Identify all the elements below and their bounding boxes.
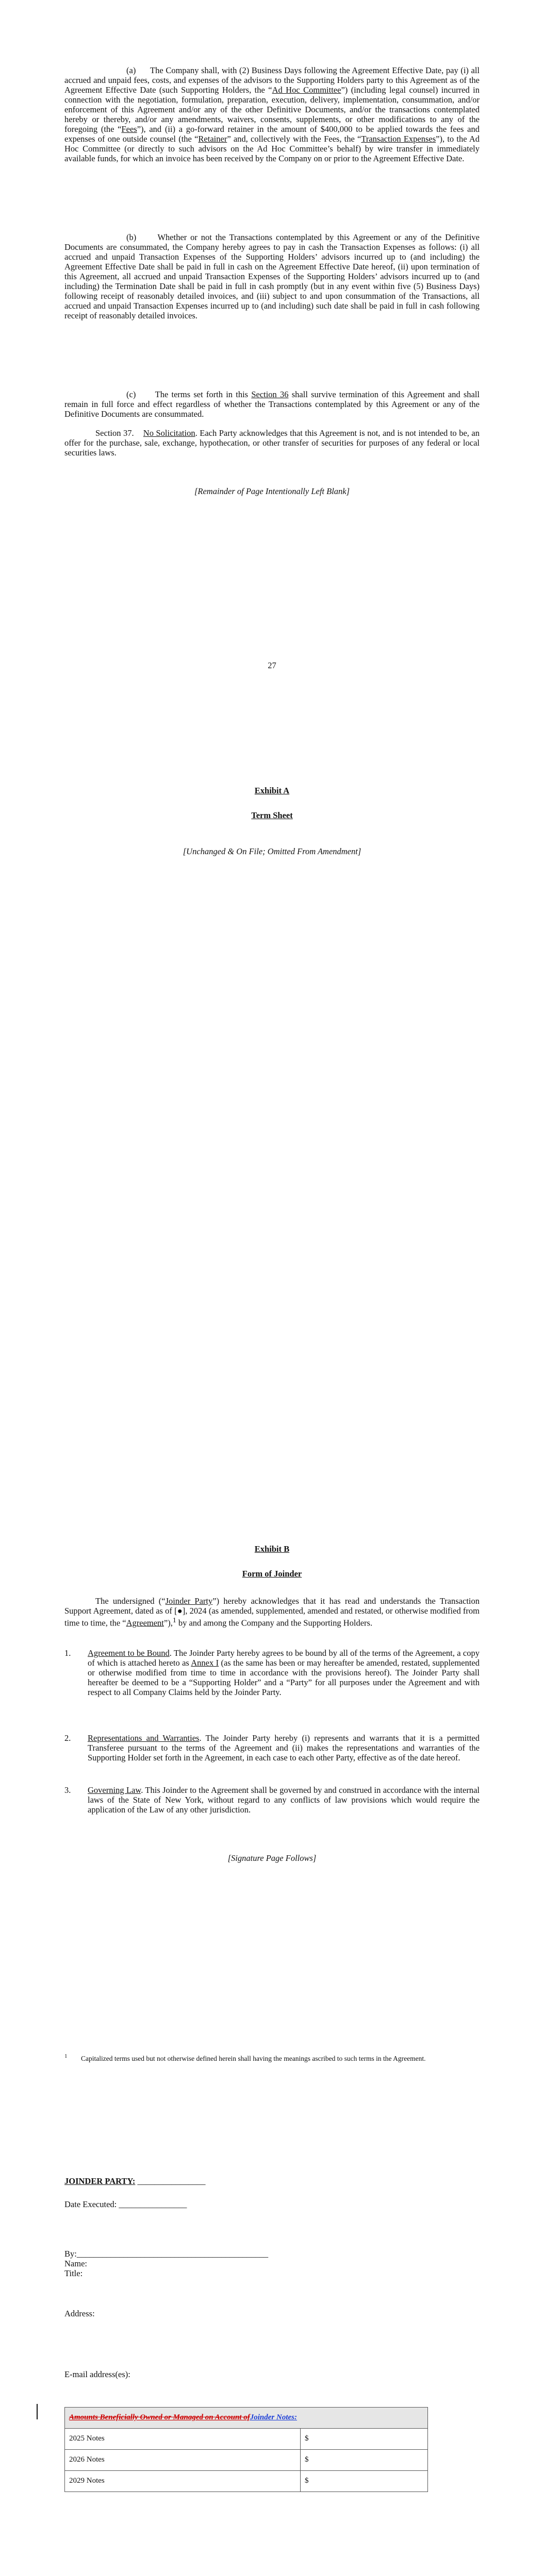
holdings-table-header-cell (65, 2408, 428, 2429)
paragraph-b (64, 233, 480, 321)
exhibit-b-subtitle: Form of Joinder (242, 1569, 302, 1579)
inserted-header-text: Joinder Notes: (250, 2413, 297, 2422)
date-executed-field (64, 2200, 187, 2210)
section-37-text: . Each Party acknowledges that this Agreement is not, and is not intended to be, an offer for the purchase, sale, exchange, hypothecation, or other transfer of securities for purposes of any federal or local securities laws. (64, 428, 480, 457)
joinder-item-number: 2. (64, 1733, 71, 1743)
signatory-name-label: Name: (64, 2259, 87, 2268)
joinder-item-text-1: . This Joinder to the Agreement shall be governed by and construed in accordance with the internal laws of the State of New York, without regard to any conflicts of law provisions which would require the application of the Law of any other jurisdiction. (88, 1785, 480, 1815)
signature-page-follows-note: [Signature Page Follows] (227, 1853, 317, 1863)
paragraph-a-text-4: ” and, collectively with the Fees, the “ (227, 133, 361, 144)
footnote-ref: 1 (172, 1616, 176, 1624)
footnote-number: 1 (64, 2053, 68, 2059)
term-agreement: Agreement (126, 1618, 164, 1628)
term-joinder-party: Joinder Party (165, 1596, 213, 1606)
paragraph-a-text-2: ”) (including legal counsel) incurred in connection with the negotiation, formulation, preparation, execution, delivery, implementation, consummation, and/or enforcement of this Agreement and/or any of the other Definitive Documents, and/or the transactions contemplated hereby or thereby, and/or any amendments, waivers, consents, supplements, or other modifications to any of the foregoing (the “ (64, 84, 480, 134)
table-row (65, 2429, 428, 2450)
notes-amount-cell[interactable]: $ (301, 2471, 428, 2492)
section-37-label: Section 37. (95, 428, 134, 438)
date-executed-line[interactable]: ________________ (119, 2199, 187, 2209)
table-row (65, 2471, 428, 2492)
remainder-blank-note: [Remainder of Page Intentionally Left Blank] (194, 486, 350, 496)
notes-amount-cell[interactable]: $ (301, 2450, 428, 2471)
term-fees: Fees (121, 124, 137, 134)
joinder-intro-1: The undersigned (“ (95, 1596, 166, 1606)
holdings-table-header (65, 2408, 428, 2429)
paragraph-b-text: Whether or not the Transactions contemplated by this Agreement or any of the Definitive Documents are consummated, the Company hereby agrees to pay in cash the Transaction Expenses as follows: (i) all accrued and unpaid Transaction Expenses of the Supporting Holders’ advisors incurred up to (and including) the Agreement Effective Date shall be paid in full in cash on the Agreement Effective Date hereof, (ii) upon termination of this Agreement, all accrued and unpaid Transaction Expenses of the Supporting Holders’ advisors incurred up to (and including) the Termination Date shall be paid in full in cash promptly (but in any event within five (5) Business Days) following receipt of reasonably detailed invoices, and (iii) subject to and upon consummation of the Transactions, all accrued and unpaid Transaction Expenses incurred up to (and including) such date shall be paid in full in cash following receipt of reasonably detailed invoices. (64, 232, 480, 320)
paragraph-a-text-1: The Company shall, with (2) Business Days following the Agreement Effective Date, pay (i) all accrued and unpaid fees, costs, and expenses of the advisors to the Supporting Holders party to this Agreement as of the Agreement Effective Date (such Supporting Holders, the “ (64, 65, 480, 95)
table-row (65, 2450, 428, 2471)
notes-label-cell: 2026 Notes (65, 2450, 301, 2471)
joinder-item-heading: Agreement to be Bound (88, 1648, 170, 1658)
deleted-header-text: Amounts Beneficially Owned or Managed on Account of (69, 2413, 250, 2422)
paragraph-a (64, 66, 480, 164)
signatory-title-label: Title: (64, 2268, 83, 2278)
term-transaction-expenses: Transaction Expenses (361, 133, 436, 144)
paragraph-a-text-3: ”), and (ii) a go-forward retainer in the amount of $400,000 to be applied towards the fees and expenses of one outside counsel (the “ (64, 124, 480, 144)
joinder-item-number: 1. (64, 1648, 71, 1658)
paragraph-c-text-1: The terms set forth in this (155, 389, 252, 399)
notes-amount-cell[interactable]: $ (301, 2429, 428, 2450)
annex-i-link[interactable]: Annex I (191, 1657, 219, 1668)
paragraph-a-label: (a) (126, 65, 136, 75)
joinder-intro-4: by and among the Company and the Supporting Holders. (176, 1618, 373, 1628)
exhibit-a-subtitle: Term Sheet (251, 810, 293, 820)
footnote-text: Capitalized terms used but not otherwise defined herein shall having the meanings ascribed to such terms in the Agreement. (81, 2055, 426, 2062)
page-number: 27 (268, 660, 276, 670)
paragraph-a-text-5: ”), to the Ad Hoc Committee (or directly to such advisors on the Ad Hoc Committee’s behalf) by wire transfer in immediately available funds, for which an invoice has been received by the Company on or prior to the Agreement Effective Date. (64, 133, 480, 163)
exhibit-a-note: [Unchanged & On File; Omitted From Amendment] (183, 846, 361, 856)
term-retainer: Retainer (198, 133, 227, 144)
signature-by-line[interactable]: By:_____________________________________________ (64, 2249, 269, 2259)
notes-label-cell: 2029 Notes (65, 2471, 301, 2492)
joinder-intro-3: ”), (163, 1618, 173, 1628)
joinder-item-number: 3. (64, 1785, 71, 1795)
joinder-item-heading: Representations and Warranties (88, 1733, 200, 1743)
exhibit-b-title: Exhibit B (254, 1544, 290, 1554)
joinder-item-heading: Governing Law (88, 1785, 141, 1795)
joinder-intro-2: ”) hereby acknowledges that it has read and understands the Transaction Support Agreement, dated as of [●], 2024 (as amended, supplemented, amended and restated, or otherwise modified from time to time, the “ (64, 1596, 480, 1628)
paragraph-c (64, 390, 480, 419)
notes-label-cell: 2025 Notes (65, 2429, 301, 2450)
exhibit-a-title: Exhibit A (254, 786, 290, 795)
joinder-party-line[interactable]: ________________ (137, 2176, 206, 2186)
joinder-item-text-1: . The Joinder Party hereby (i) represents and warrants that it is a permitted Transferee pursuant to the terms of the Agreement and (ii) makes the representations and warranties of the Supporting Holder set forth in the Agreement, in each case to each other Party, effective as of the date hereof. (88, 1733, 480, 1762)
paragraph-c-text-2: shall survive termination of this Agreement and shall remain in full force and effect regardless of whether the Transactions contemplated by this Agreement or any of the Definitive Documents are consummated. (64, 389, 480, 419)
section-37 (64, 429, 480, 458)
change-bar (37, 2404, 38, 2419)
term-ad-hoc-committee: Ad Hoc Committee (272, 84, 341, 95)
joinder-item-text-1: . The Joinder Party hereby agrees to be bound by all of the terms of the Agreement, a copy of which is attached hereto as (88, 1648, 480, 1668)
section-36-link[interactable]: Section 36 (251, 389, 289, 399)
paragraph-b-label: (b) (126, 232, 137, 242)
joinder-party-field (64, 2177, 206, 2187)
joinder-item-text-2: (as the same has been or may hereafter be amended, restated, supplemented or otherwise modified from time to time in accordance with the provisions hereof). The Joinder Party shall hereafter be deemed to be a “Supporting Holder” and a “Party” for all purposes under the Agreement and with respect to all Company Claims held by the Joinder Party. (88, 1657, 480, 1697)
joinder-party-label: JOINDER PARTY: (64, 2176, 136, 2186)
date-executed-label: Date Executed: (64, 2199, 117, 2209)
email-label: E-mail address(es): (64, 2369, 130, 2379)
address-label: Address: (64, 2309, 95, 2318)
section-37-heading: No Solicitation (143, 428, 195, 438)
holdings-table (64, 2407, 428, 2492)
paragraph-c-label: (c) (126, 389, 136, 399)
joinder-intro (64, 1597, 480, 1628)
